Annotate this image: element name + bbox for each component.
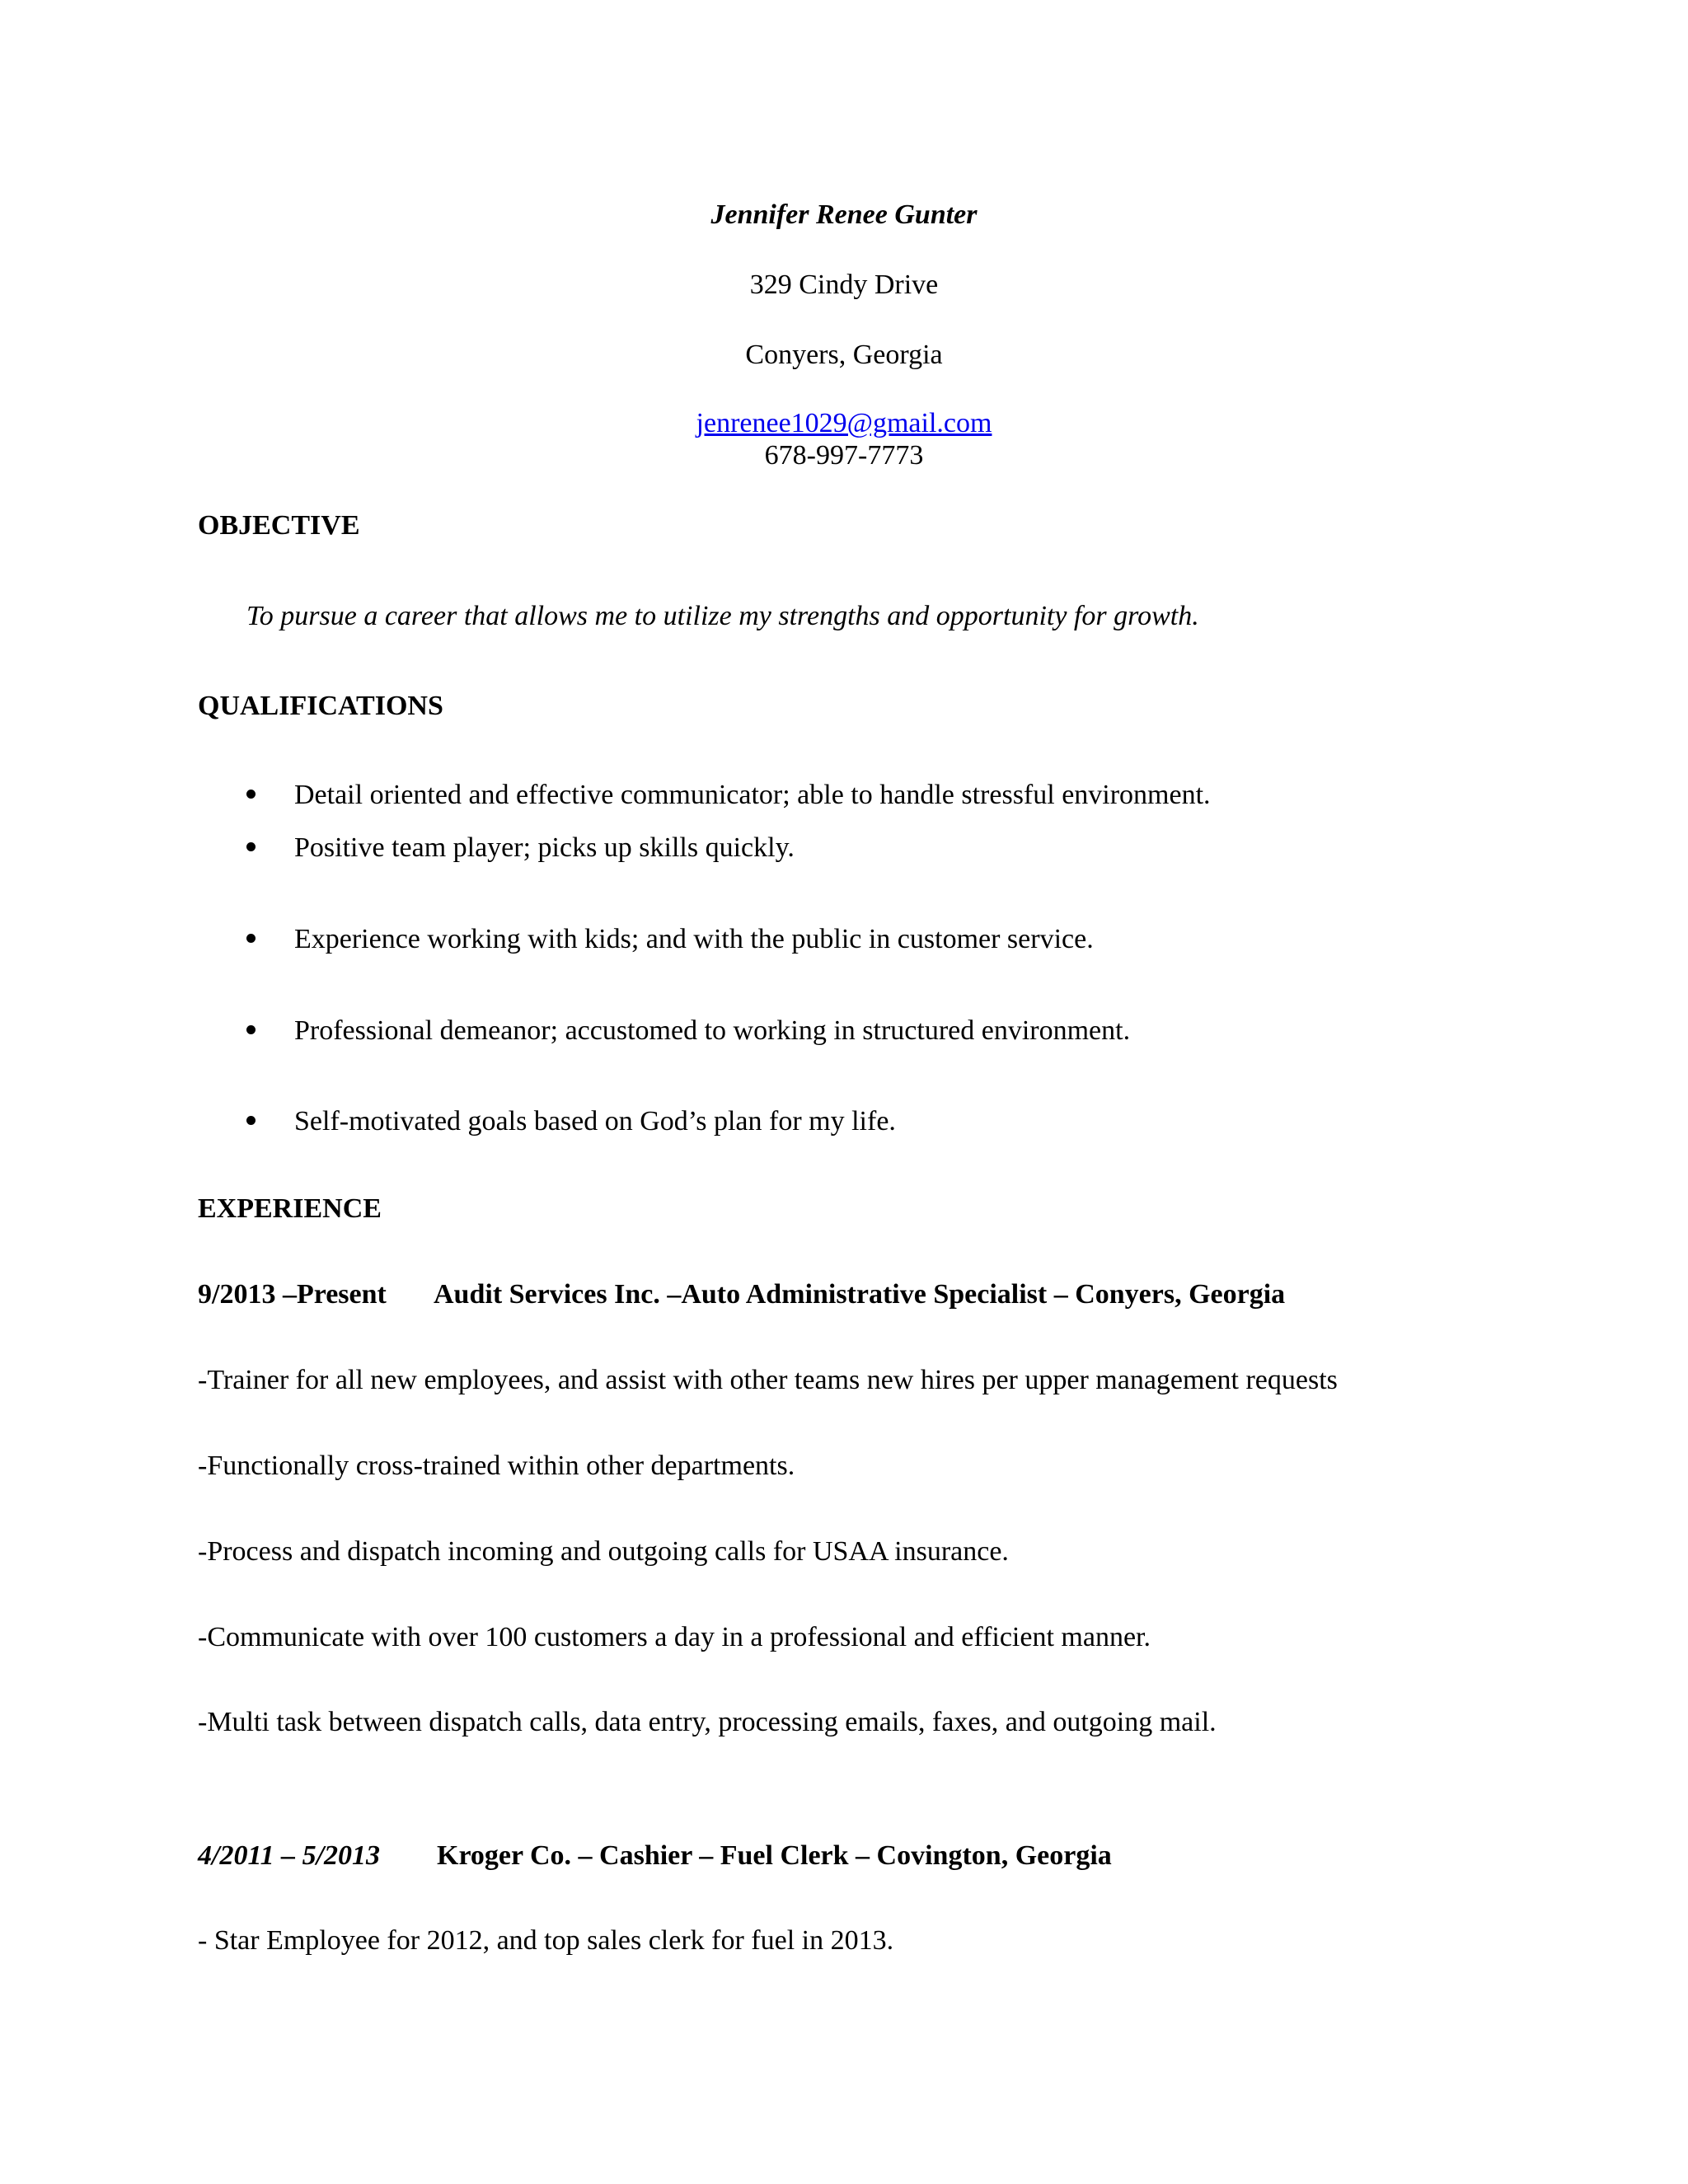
objective-text: To pursue a career that allows me to utilize my strengths and opportunity for growth. xyxy=(246,601,1199,631)
job-duty: - Star Employee for 2012, and top sales clerk for fuel in 2013. xyxy=(198,1925,894,1956)
qualification-text: Positive team player; picks up skills quickly. xyxy=(294,832,795,863)
bullet-icon xyxy=(246,1025,256,1034)
email-address-line xyxy=(0,410,1688,438)
job-duty: -Process and dispatch incoming and outgoing calls for USAA insurance. xyxy=(198,1536,1009,1567)
qualification-text: Experience working with kids; and with the public in customer service. xyxy=(294,924,1094,954)
bullet-icon xyxy=(246,790,256,799)
qualification-text: Self-motivated goals based on God’s plan for my life. xyxy=(294,1106,896,1137)
job-duty: -Multi task between dispatch calls, data entry, processing emails, faxes, and outgoing mail. xyxy=(198,1707,1217,1737)
job-title: Audit Services Inc. –Auto Administrative Specialist – Conyers, Georgia xyxy=(434,1279,1286,1310)
job-dates: 9/2013 –Present xyxy=(198,1279,387,1310)
job-dates: 4/2011 – 5/2013 xyxy=(198,1840,381,1871)
phone-number: 678-997-7773 xyxy=(764,440,924,471)
bullet-icon xyxy=(246,842,256,851)
city-state: Conyers, Georgia xyxy=(745,340,943,370)
qualification-text: Detail oriented and effective communicator; able to handle stressful environment. xyxy=(294,780,1211,810)
job-title: Kroger Co. – Cashier – Fuel Clerk – Covington, Georgia xyxy=(437,1840,1112,1871)
qualifications-heading: QUALIFICATIONS xyxy=(198,691,443,721)
street-address: 329 Cindy Drive xyxy=(749,269,939,300)
job-duty: -Communicate with over 100 customers a day in a professional and efficient manner. xyxy=(198,1622,1151,1652)
email-link[interactable]: jenrenee1029@gmail.com xyxy=(696,408,992,438)
applicant-name: Jennifer Renee Gunter xyxy=(710,199,978,230)
experience-heading: EXPERIENCE xyxy=(198,1193,382,1224)
job-duty: -Trainer for all new employees, and assist with other teams new hires per upper management requests xyxy=(198,1365,1338,1395)
job-duty: -Functionally cross-trained within other departments. xyxy=(198,1451,795,1481)
bullet-icon xyxy=(246,1116,256,1125)
qualification-text: Professional demeanor; accustomed to working in structured environment. xyxy=(294,1015,1131,1046)
bullet-icon xyxy=(246,934,256,943)
objective-heading: OBJECTIVE xyxy=(198,510,360,541)
